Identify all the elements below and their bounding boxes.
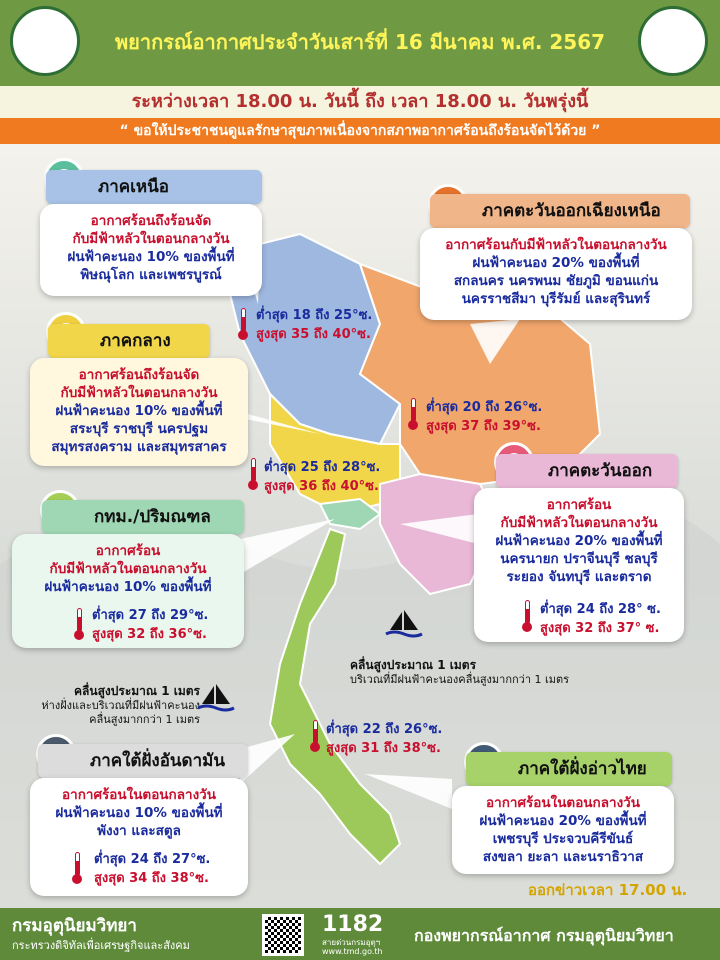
- south-gulf-temp: [326, 720, 442, 758]
- issued-time: ออกข่าวเวลา 17.00 น.: [528, 881, 688, 899]
- east-line-2: กับมีฟ้าหลัวในตอนกลางวัน: [500, 515, 658, 531]
- northeast-line-1: อากาศร้อนกับมีฟ้าหลัวในตอนกลางวัน: [445, 237, 667, 253]
- footer-org: กรมอุตุนิยมวิทยา: [12, 916, 137, 936]
- north-temp: [256, 306, 372, 344]
- forecast-period: ระหว่างเวลา 18.00 น. วันนี้ ถึง เวลา 18.00 น. วันพรุ่งนี้: [0, 86, 720, 118]
- page-title: พยากรณ์อากาศประจำวันเสาร์ที่ 16 มีนาคม พ.ศ. 2567: [114, 30, 606, 54]
- boat-icon: [384, 610, 424, 640]
- thermometer-icon: [72, 852, 82, 884]
- andaman-temp-high: สูงสุด 34 ถึง 38°ซ.: [94, 871, 209, 886]
- gulf-wave-title: คลื่นสูงประมาณ 1 เมตร: [350, 658, 477, 672]
- gulf-wave-note: [350, 658, 569, 687]
- northeast-line-4: นครราชสีมา บุรีรัมย์ และสุรินทร์: [461, 291, 651, 307]
- central-line-3: ฝนฟ้าคะนอง 10% ของพื้นที่: [55, 403, 223, 419]
- central-card: [30, 358, 248, 466]
- northeast-line-3: สกลนคร นครพนม ชัยภูมิ ขอนแก่น: [453, 273, 659, 289]
- east-line-3: ฝนฟ้าคะนอง 20% ของพื้นที่: [495, 533, 663, 549]
- northeast-temp: [426, 398, 542, 436]
- andaman-temp-low: ต่ำสุด 24 ถึง 27°ซ.: [94, 852, 211, 867]
- bangkok-temp-low: ต่ำสุด 27 ถึง 29°ซ.: [92, 608, 209, 623]
- hotline-caption: สายด่วนกรมอุตุฯ: [322, 938, 381, 947]
- andaman-line-3: พังงา และสตูล: [97, 823, 181, 839]
- east-line-1: อากาศร้อน: [546, 497, 612, 513]
- thermometer-icon: [238, 308, 248, 340]
- bangkok-temp-high: สูงสุด 32 ถึง 36°ซ.: [92, 627, 207, 642]
- northeast-tag: ภาคตะวันออกเฉียงเหนือ: [430, 194, 690, 228]
- andaman-wave-note: [4, 684, 200, 727]
- footer-ministry: กระทรวงดิจิทัลเพื่อเศรษฐกิจและสังคม: [12, 939, 190, 952]
- gulf-card: [452, 786, 674, 874]
- northeast-temp-high: สูงสุด 37 ถึง 39°ซ.: [426, 419, 541, 434]
- gulf-wave-detail: บริเวณที่มีฝนฟ้าคะนองคลื่นสูงมากกว่า 1 เมตร: [350, 673, 570, 686]
- andaman-line-1: อากาศร้อนในตอนกลางวัน: [62, 787, 216, 803]
- andaman-wave-detail-2: คลื่นสูงมากกว่า 1 เมตร: [89, 713, 200, 726]
- north-line-4: พิษณุโลก และเพชรบูรณ์: [80, 267, 222, 283]
- ministry-logo: [10, 6, 80, 76]
- north-tag: ภาคเหนือ: [46, 170, 262, 204]
- east-temp-low: ต่ำสุด 24 ถึง 28° ซ.: [540, 602, 661, 617]
- andaman-wave-detail-1: ห่างฝั่งและบริเวณที่มีฝนฟ้าคะนอง: [41, 699, 200, 712]
- health-advisory: “ ขอให้ประชาชนดูแลรักษาสุขภาพเนื่องจากสภาพอากาศร้อนถึงร้อนจัดไว้ด้วย ”: [0, 118, 720, 144]
- andaman-line-2: ฝนฟ้าคะนอง 10% ของพื้นที่: [55, 805, 223, 821]
- north-temp-high: สูงสุด 35 ถึง 40°ซ.: [256, 327, 371, 342]
- gulf-line-2: ฝนฟ้าคะนอง 20% ของพื้นที่: [479, 813, 647, 829]
- footer: [0, 908, 720, 960]
- central-temp: [264, 458, 380, 496]
- thermometer-icon: [310, 720, 320, 752]
- gulf-tag: ภาคใต้ฝั่งอ่าวไทย: [466, 752, 672, 786]
- bangkok-line-1: อากาศร้อน: [95, 543, 161, 559]
- central-temp-high: สูงสุด 36 ถึง 40°ซ.: [264, 479, 379, 494]
- header: [0, 0, 720, 86]
- andaman-tag: ภาคใต้ฝั่งอันดามัน: [38, 744, 248, 778]
- footer-division: กองพยากรณ์อากาศ กรมอุตุนิยมวิทยา: [414, 926, 674, 945]
- tmd-logo: [638, 6, 708, 76]
- northeast-temp-low: ต่ำสุด 20 ถึง 26°ซ.: [426, 400, 543, 415]
- northeast-card: [420, 228, 692, 320]
- gulf-line-3: เพชรบุรี ประจวบคีรีขันธ์: [492, 831, 634, 847]
- thermometer-icon: [522, 600, 532, 632]
- south-gulf-temp-low: ต่ำสุด 22 ถึง 26°ซ.: [326, 722, 443, 737]
- east-tag: ภาคตะวันออก: [496, 454, 678, 488]
- north-card: [40, 204, 262, 296]
- qr-code[interactable]: [262, 914, 304, 956]
- east-temp: [540, 600, 661, 638]
- thermometer-icon: [74, 608, 84, 640]
- andaman-temp: [94, 850, 210, 888]
- bangkok-temp: [92, 606, 208, 644]
- hotline-label: [322, 938, 383, 956]
- central-line-5: สมุทรสงคราม และสมุทรสาคร: [51, 439, 227, 455]
- boat-icon: [196, 684, 236, 714]
- central-temp-low: ต่ำสุด 25 ถึง 28°ซ.: [264, 460, 381, 475]
- north-temp-low: ต่ำสุด 18 ถึง 25°ซ.: [256, 308, 373, 323]
- andaman-wave-title: คลื่นสูงประมาณ 1 เมตร: [73, 684, 200, 698]
- central-tag: ภาคกลาง: [48, 324, 210, 358]
- bangkok-tag: กทม./ปริมณฑล: [42, 500, 244, 534]
- north-line-2: กับมีฟ้าหลัวในตอนกลางวัน: [72, 231, 230, 247]
- website-link[interactable]: www.tmd.go.th: [322, 947, 383, 956]
- north-line-3: ฝนฟ้าคะนอง 10% ของพื้นที่: [67, 249, 235, 265]
- northeast-line-2: ฝนฟ้าคะนอง 20% ของพื้นที่: [472, 255, 640, 271]
- central-line-1: อากาศร้อนถึงร้อนจัด: [78, 367, 200, 383]
- thermometer-icon: [408, 398, 418, 430]
- south-gulf-temp-high: สูงสุด 31 ถึง 38°ซ.: [326, 741, 441, 756]
- thermometer-icon: [248, 458, 258, 490]
- bangkok-line-3: ฝนฟ้าคะนอง 10% ของพื้นที่: [44, 579, 212, 595]
- hotline-number[interactable]: 1182: [322, 912, 384, 937]
- bangkok-line-2: กับมีฟ้าหลัวในตอนกลางวัน: [49, 561, 207, 577]
- east-line-4: นครนายก ปราจีนบุรี ชลบุรี: [500, 551, 658, 567]
- east-line-5: ระยอง จันทบุรี และตราด: [506, 569, 652, 585]
- gulf-line-4: สงขลา ยะลา และนราธิวาส: [482, 849, 644, 865]
- east-temp-high: สูงสุด 32 ถึง 37° ซ.: [540, 621, 660, 636]
- central-line-4: สระบุรี ราชบุรี นครปฐม: [69, 421, 209, 437]
- map-area: [0, 144, 720, 908]
- north-line-1: อากาศร้อนถึงร้อนจัด: [90, 213, 212, 229]
- central-line-2: กับมีฟ้าหลัวในตอนกลางวัน: [60, 385, 218, 401]
- gulf-line-1: อากาศร้อนในตอนกลางวัน: [486, 795, 640, 811]
